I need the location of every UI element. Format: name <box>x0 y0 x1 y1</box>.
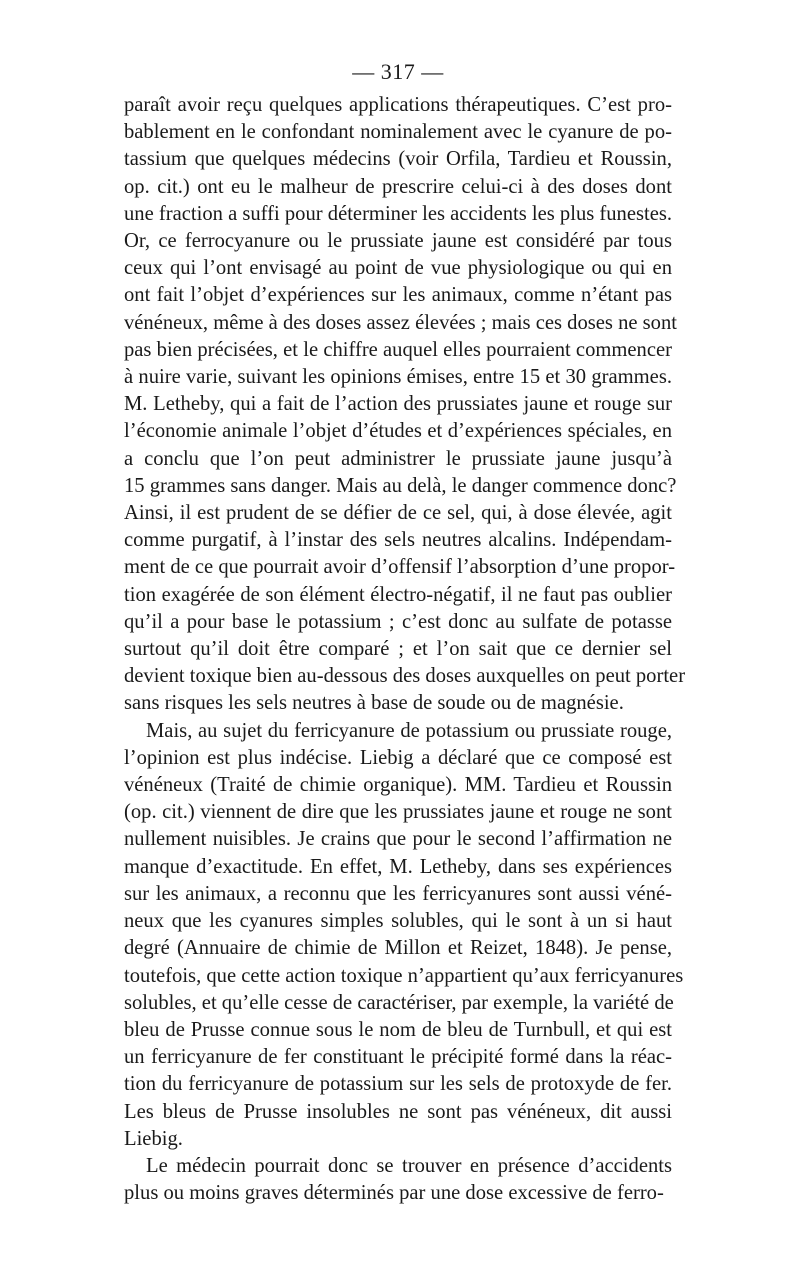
text-line: plus ou moins graves déterminés par une dose excessive de ferro- <box>124 1182 664 1205</box>
text-line: comme purgatif, à l’instar des sels neutres alcalins. Indépendam- <box>124 529 672 552</box>
text-line: l’opinion est plus indécise. Liebig a déclaré que ce composé est <box>124 746 672 769</box>
text-line: Or, ce ferrocyanure ou le prussiate jaune est considéré par tous <box>124 230 672 253</box>
text-line: op. cit.) ont eu le malheur de prescrire celui-ci à des doses dont <box>124 175 672 198</box>
text-line: l’économie animale l’objet d’études et d’expériences spéciales, en <box>124 420 672 443</box>
text-line: Mais, au sujet du ferricyanure de potassium ou prussiate rouge, <box>146 719 672 742</box>
text-line: M. Letheby, qui a fait de l’action des prussiates jaune et rouge sur <box>124 393 672 416</box>
text-line: a conclu que l’on peut administrer le prussiate jaune jusqu’à <box>124 447 672 470</box>
text-line: bleu de Prusse connue sous le nom de bleu de Turnbull, et qui est <box>124 1018 672 1041</box>
text-line: ment de ce que pourrait avoir d’offensif l’absorption d’une propor- <box>124 556 676 579</box>
text-line: sur les animaux, a reconnu que les ferricyanures sont aussi véné- <box>124 882 672 905</box>
text-line: solubles, et qu’elle cesse de caractériser, par exemple, la variété de <box>124 991 674 1014</box>
text-line: sans risques les sels neutres à base de soude ou de magnésie. <box>124 692 624 715</box>
text-line: tion exagérée de son élément électro-négatif, il ne faut pas oublier <box>124 583 672 606</box>
text-line: paraît avoir reçu quelques applications thérapeutiques. C’est pro- <box>124 94 672 116</box>
text-line: (op. cit.) viennent de dire que les prussiates jaune et rouge ne sont <box>124 801 672 824</box>
text-line: Les bleus de Prusse insolubles ne sont pas vénéneux, dit aussi <box>124 1100 672 1123</box>
text-line: ceux qui l’ont envisagé au point de vue physiologique ou qui en <box>124 257 672 280</box>
text-line: bablement en le confondant nominalement avec le cyanure de po- <box>124 121 672 144</box>
text-line: tassium que quelques médecins (voir Orfila, Tardieu et Roussin, <box>124 148 672 171</box>
paragraph <box>124 92 686 718</box>
text-line: surtout qu’il doit être comparé ; et l’on sait que ce dernier sel <box>124 638 672 661</box>
text-line: pas bien précisées, et le chiffre auquel elles pourraient commencer <box>124 338 672 361</box>
text-line: tion du ferricyanure de potassium sur les sels de protoxyde de fer. <box>124 1073 672 1096</box>
text-line: vénéneux, même à des doses assez élevées ; mais ces doses ne sont <box>124 311 677 334</box>
text-line: nullement nuisibles. Je crains que pour le second l’affirmation ne <box>124 828 672 851</box>
text-line: manque d’exactitude. En effet, M. Letheby, dans ses expériences <box>124 855 672 878</box>
page-number: — 317 — <box>352 59 444 84</box>
paragraph <box>124 1153 672 1207</box>
text-line: à nuire varie, suivant les opinions émises, entre 15 et 30 grammes. <box>124 366 672 389</box>
book-page <box>124 58 686 1207</box>
text-line: neux que les cyanures simples solubles, qui le sont à un si haut <box>124 910 672 933</box>
text-line: vénéneux (Traité de chimie organique). MM. Tardieu et Roussin <box>124 774 672 797</box>
body-text <box>124 92 686 1207</box>
paragraph <box>124 718 684 1153</box>
text-line: 15 grammes sans danger. Mais au delà, le danger commence donc? <box>124 474 677 497</box>
text-line: toutefois, que cette action toxique n’appartient qu’aux ferricyanures <box>124 964 684 987</box>
text-line: Liebig. <box>124 1127 183 1150</box>
text-line: qu’il a pour base le potassium ; c’est donc au sulfate de potasse <box>124 610 672 633</box>
text-line: Ainsi, il est prudent de se défier de ce sel, qui, à dose élevée, agit <box>124 502 672 525</box>
text-line: un ferricyanure de fer constituant le précipité formé dans la réac- <box>124 1046 672 1069</box>
text-line: Le médecin pourrait donc se trouver en présence d’accidents <box>146 1154 672 1177</box>
text-line: ont fait l’objet d’expériences sur les animaux, comme n’étant pas <box>124 284 672 307</box>
text-line: devient toxique bien au-dessous des doses auxquelles on peut porter <box>124 665 686 688</box>
text-line: degré (Annuaire de chimie de Millon et Reizet, 1848). Je pense, <box>124 937 672 960</box>
text-line: une fraction a suffi pour déterminer les accidents les plus funestes. <box>124 202 673 225</box>
